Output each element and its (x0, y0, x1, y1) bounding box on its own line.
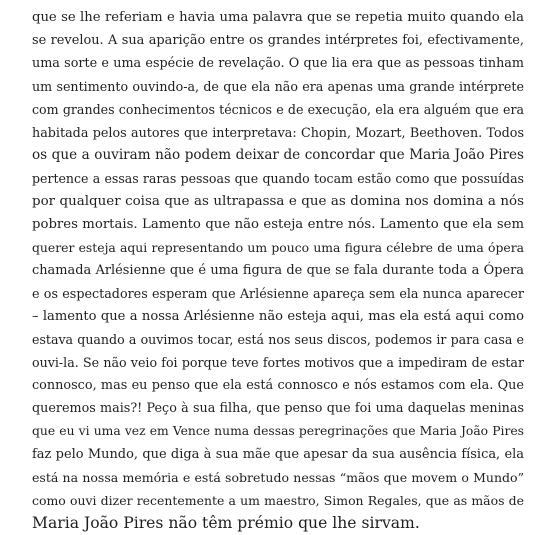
text-line: os que a ouviram não podem deixar de concordar que Maria João Pires (32, 147, 524, 163)
text-line: que eu vi uma vez em Vence numa dessas peregrinações que Maria João Pires (32, 424, 524, 438)
text-line: connosco, mas eu penso que ela está connosco e nós estamos com ela. Que (32, 378, 524, 393)
text-line: como ouvi dizer recentemente a um maestro, Simon Regales, que as mãos de (32, 493, 524, 508)
text-line: querer esteja aqui representando um pouco uma figura célebre de uma ópera (32, 240, 524, 255)
text-line: estava quando a ouvimos tocar, está nos seus discos, podemos ir para casa e (32, 332, 524, 347)
text-line: pertence a essas raras pessoas que quando tocam estão como que possuídas (32, 171, 524, 186)
text-line: pobres mortais. Lamento que não esteja entre nós. Lamento que ela sem (32, 217, 524, 232)
body-paragraph (32, 0, 524, 535)
text-line: e os espectadores esperam que Arlésienne apareça sem ela nunca aparecer (32, 286, 524, 301)
text-line: Maria João Pires não têm prémio que lhe sirvam. (32, 514, 420, 532)
text-line: habitada pelos autores que interpretava: Chopin, Mozart, Beethoven. Todos (32, 125, 524, 140)
text-line: com grandes conhecimentos técnicos e de execução, ela era alguém que era (32, 102, 524, 117)
text-line: faz pelo Mundo, que diga à sua mãe que apesar da sua ausência física, ela (32, 447, 524, 462)
text-line: que se lhe referiam e havia uma palavra que se repetia muito quando ela (32, 10, 524, 25)
text-line: por qualquer coisa que as ultrapassa e que as domina nos domina a nós (32, 194, 524, 209)
text-line: se revelou. A sua aparição entre os grandes intérpretes foi, efectivamente, (32, 33, 524, 48)
text-line: chamada Arlésienne que é uma figura de que se fala durante toda a Ópera (32, 263, 524, 278)
text-line: – lamento que a nossa Arlésienne não esteja aqui, mas ela está aqui como (32, 309, 524, 324)
text-line: queremos mais?! Peço à sua filha, que penso que foi uma daquelas meninas (32, 401, 524, 416)
text-line: um sentimento ouvindo-a, de que ela não era apenas uma grande intérprete (32, 79, 524, 94)
text-line: está na nossa memória e está sobretudo nessas “mãos que movem o Mundo” (32, 470, 524, 485)
text-line: uma sorte e uma espécie de revelação. O que lia era que as pessoas tinham (32, 56, 524, 71)
text-line: ouvi-la. Se não veio foi porque teve fortes motivos que a impediram de estar (32, 355, 524, 370)
